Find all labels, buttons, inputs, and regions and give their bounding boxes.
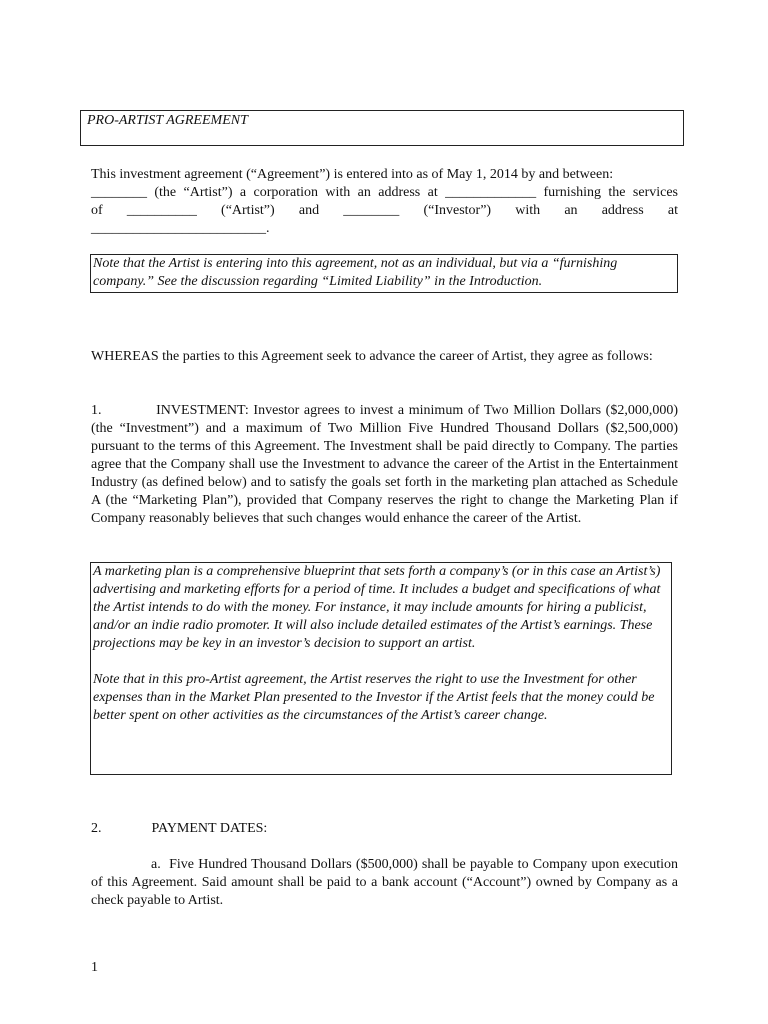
agreement-title-box [80,110,684,146]
intro-line-2: ________ (the “Artist”) a corporation with an address at _____________ furnishing the services [91,185,678,200]
section-1-investment [91,402,678,528]
note-marketing-plan-p1: A marketing plan is a comprehensive blueprint that sets forth a company’s (or in this case an Artist’s) advertising and marketing efforts for a period of time. It includes a budget and specifications of what the Artist intends to do with the money. For instance, it may include amounts for hiring a publicist, and/or an indie radio promoter. It will also include detailed estimates of the Artist’s earnings. These projections may be key in an investor’s decision to support an artist. [93,564,661,651]
section-2-heading: PAYMENT DATES: [151,821,268,836]
clause-a-label: a. [151,857,161,872]
note-furnishing-company-text: Note that the Artist is entering into this agreement, not as an individual, but via a “furnishing company.” See the discussion regarding “Limited Liability” in the Introduction. [93,256,618,289]
clause-a [91,856,678,910]
note-marketing-plan-p2: Note that in this pro-Artist agreement, the Artist reserves the right to use the Investment for other expenses than in the Market Plan presented to the Investor if the Artist feels that the money could be better spent on other activities as the circumstances of the Artist’s career change. [93,672,655,723]
section-1-number: 1. [91,403,102,418]
intro-paragraph [91,166,678,238]
section-2-number: 2. [91,821,102,836]
section-1-text: Investor agrees to invest a minimum of Two Million Dollars ($2,000,000) (the “Investment”) and a maximum of Two Million Five Hundred Thousand Dollars ($2,500,000) pursuant to the terms of this Agreement. The Investment shall be paid directly to Company. The parties agree that the Company shall use the Investment to advance the career of the Artist in the Entertainment Industry (as defined below) and to satisfy the goals set forth in the marketing plan attached as Schedule A (the “Marketing Plan”), provided that Company reserves the right to change the Marketing Plan if Company reasonably believes that such changes would enhance the career of the Artist. [91,403,679,526]
intro-line-1: This investment agreement (“Agreement”) is entered into as of May 1, 2014 by and between: [91,167,614,182]
whereas-paragraph: WHEREAS the parties to this Agreement seek to advance the career of Artist, they agree as follows: [91,349,653,364]
note-furnishing-company [90,254,678,293]
section-2-payment-dates [91,820,678,838]
agreement-title: PRO-ARTIST AGREEMENT [87,113,248,128]
intro-line-4: _________________________. [91,221,270,236]
clause-a-text: Five Hundred Thousand Dollars ($500,000) shall be payable to Company upon execution of this Agreement. Said amount shall be paid to a bank account (“Account”) owned by Company as a check payable to Artist. [91,857,678,908]
note-marketing-plan [90,562,672,775]
intro-line-3: of __________ (“Artist”) and ________ (“Investor”) with an address at [91,203,678,218]
section-1-heading: INVESTMENT: [156,403,249,418]
page-number: 1 [91,960,98,975]
